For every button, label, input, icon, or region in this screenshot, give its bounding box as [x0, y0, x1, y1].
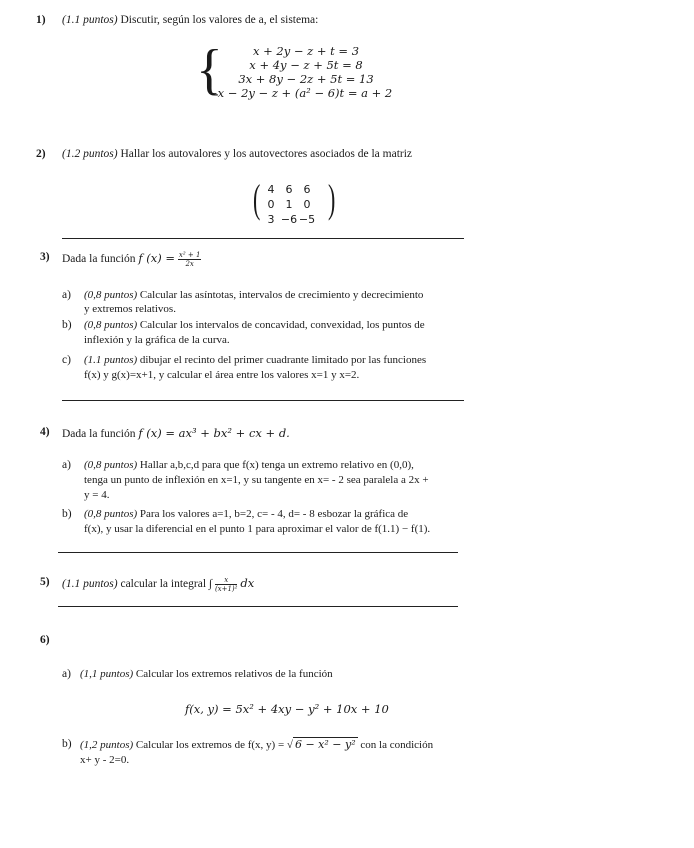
matrix-cell: −5: [298, 213, 316, 226]
matrix-cell: 0: [267, 198, 275, 211]
problem-6a-function: f(x, y) = 5x² + 4xy − y² + 10x + 10: [185, 702, 389, 716]
matrix-cell: 6: [285, 183, 293, 196]
matrix-cell: −6: [280, 213, 298, 226]
problem-2-statement: [62, 148, 412, 160]
problem-6b-text: Calcular los extremos de f(x, y) =: [135, 739, 285, 751]
matrix: [262, 182, 316, 227]
matrix-left-paren: (: [252, 176, 261, 221]
problem-6-number: 6): [40, 634, 50, 646]
matrix-cell: 0: [303, 198, 311, 211]
problem-6a-points: (1,1 puntos): [80, 668, 134, 680]
matrix-cell: 3: [267, 213, 275, 226]
section-divider: [62, 238, 464, 239]
problem-5-statement: [62, 576, 254, 593]
problem-3b-line-2: inflexión y la gráfica de la curva.: [84, 334, 230, 346]
problem-4b-points: (0,8 puntos): [84, 508, 138, 520]
matrix-right-paren: ): [327, 176, 336, 221]
problem-4-function: f (x) = ax³ + bx² + cx + d.: [138, 426, 290, 440]
problem-4a-label: a): [62, 459, 71, 471]
matrix-row: [262, 197, 316, 212]
fraction-denominator: (x+1)²: [214, 585, 238, 593]
problem-1-number: 1): [36, 14, 46, 26]
problem-4b-text: Para los valores a=1, b=2, c= - 4, d= - 8 esbozar la gráfica de: [139, 508, 409, 520]
matrix-cell: 6: [303, 183, 311, 196]
problem-6b-sqrt: 6 − x² − y²: [294, 738, 356, 751]
matrix-row: [262, 212, 316, 227]
integral-fraction: [215, 576, 238, 593]
matrix-cell: 1: [285, 198, 293, 211]
problem-3c-line-1: [84, 354, 426, 366]
problem-3b-text: Calcular los intervalos de concavidad, convexidad, los puntos de: [139, 319, 425, 331]
problem-3c-points: (1.1 puntos): [84, 354, 138, 366]
section-divider: [58, 606, 458, 607]
fraction-numerator: x² + 1: [178, 251, 201, 259]
problem-3c-label: c): [62, 354, 71, 366]
problem-3a-line-2: y extremos relativos.: [84, 303, 176, 315]
problem-3c-text: dibujar el recinto del primer cuadrante limitado por las funciones: [139, 354, 427, 366]
equation-system: [208, 44, 404, 100]
problem-3b-line-1: [84, 319, 425, 331]
problem-3-function-lhs: f (x) =: [138, 251, 175, 266]
problem-4b-label: b): [62, 508, 72, 520]
problem-3b-label: b): [62, 319, 72, 331]
section-divider: [58, 552, 458, 553]
problem-6b-line-2: x+ y - 2=0.: [80, 754, 130, 766]
problem-4a-line-3: y = 4.: [84, 489, 110, 501]
integral-differential: dx: [240, 576, 255, 591]
matrix-cell: 4: [267, 183, 275, 196]
problem-3a-points: (0,8 puntos): [84, 289, 138, 301]
problem-4-statement: [62, 426, 290, 440]
problem-6b-condition-text: con la condición: [360, 739, 434, 751]
problem-3-number: 3): [40, 251, 50, 263]
problem-4-number: 4): [40, 426, 50, 438]
matrix-row: [262, 182, 316, 197]
system-brace: {: [196, 39, 223, 101]
problem-5-points: (1.1 puntos): [62, 578, 118, 591]
problem-4b-line-2: f(x), y usar la diferencial en el punto 1 para aproximar el valor de f(1.1) − f(1).: [84, 523, 431, 535]
problem-6a-text: Calcular los extremos relativos de la función: [135, 668, 333, 680]
problem-6b-label: b): [62, 738, 72, 750]
fraction-denominator: 2x: [185, 260, 194, 268]
problem-3-statement: [62, 251, 201, 268]
problem-4a-line-1: [84, 459, 414, 471]
problem-4a-text: Hallar a,b,c,d para que f(x) tenga un extremo relativo en (0,0),: [139, 459, 414, 471]
system-equation-2: x + 4y − z + 5t = 8: [249, 58, 363, 72]
system-equation-1: x + 2y − z + t = 3: [252, 44, 360, 58]
problem-5-text: calcular la integral ∫: [120, 578, 213, 591]
problem-2-text: Hallar los autovalores y los autovectores asociados de la matriz: [120, 148, 413, 160]
problem-3-function-fraction: [178, 251, 202, 268]
problem-6b-points: (1,2 puntos): [80, 739, 134, 751]
problem-1-text: Discutir, según los valores de a, el sistema:: [120, 14, 319, 26]
system-equation-4: −x − 2y − z + (a² − 6)t = a + 2: [208, 86, 393, 100]
problem-3a-line-1: [84, 289, 423, 301]
problem-4-text: Dada la función: [62, 428, 136, 440]
system-equation-3: 3x + 8y − 2z + 5t = 13: [238, 72, 374, 86]
problem-3b-points: (0,8 puntos): [84, 319, 138, 331]
problem-1-statement: [62, 14, 318, 26]
problem-4b-line-1: [84, 508, 408, 520]
problem-3a-label: a): [62, 289, 71, 301]
problem-6a-label: a): [62, 668, 71, 680]
problem-6a-line: [80, 668, 333, 680]
problem-1-points: (1.1 puntos): [62, 14, 118, 26]
problem-2-number: 2): [36, 148, 46, 160]
problem-5-number: 5): [40, 576, 50, 588]
section-divider: [62, 400, 464, 401]
fraction-numerator: x: [215, 576, 238, 585]
problem-6b-line-1: (1,2 puntos) Calcular los extremos de f(x, y) = √ 6 − x² − y² con la condición: [80, 738, 434, 751]
problem-3a-text: Calcular las asíntotas, intervalos de crecimiento y decrecimiento: [139, 289, 424, 301]
problem-3c-line-2: f(x) y g(x)=x+1, y calcular el área entre los valores x=1 y x=2.: [84, 369, 360, 381]
problem-3-text: Dada la función: [62, 253, 136, 266]
problem-4a-line-2: tenga un punto de inflexión en x=1, y su tangente en x= - 2 sea paralela a 2x +: [84, 474, 429, 486]
problem-4a-points: (0,8 puntos): [84, 459, 138, 471]
problem-2-points: (1.2 puntos): [62, 148, 118, 160]
